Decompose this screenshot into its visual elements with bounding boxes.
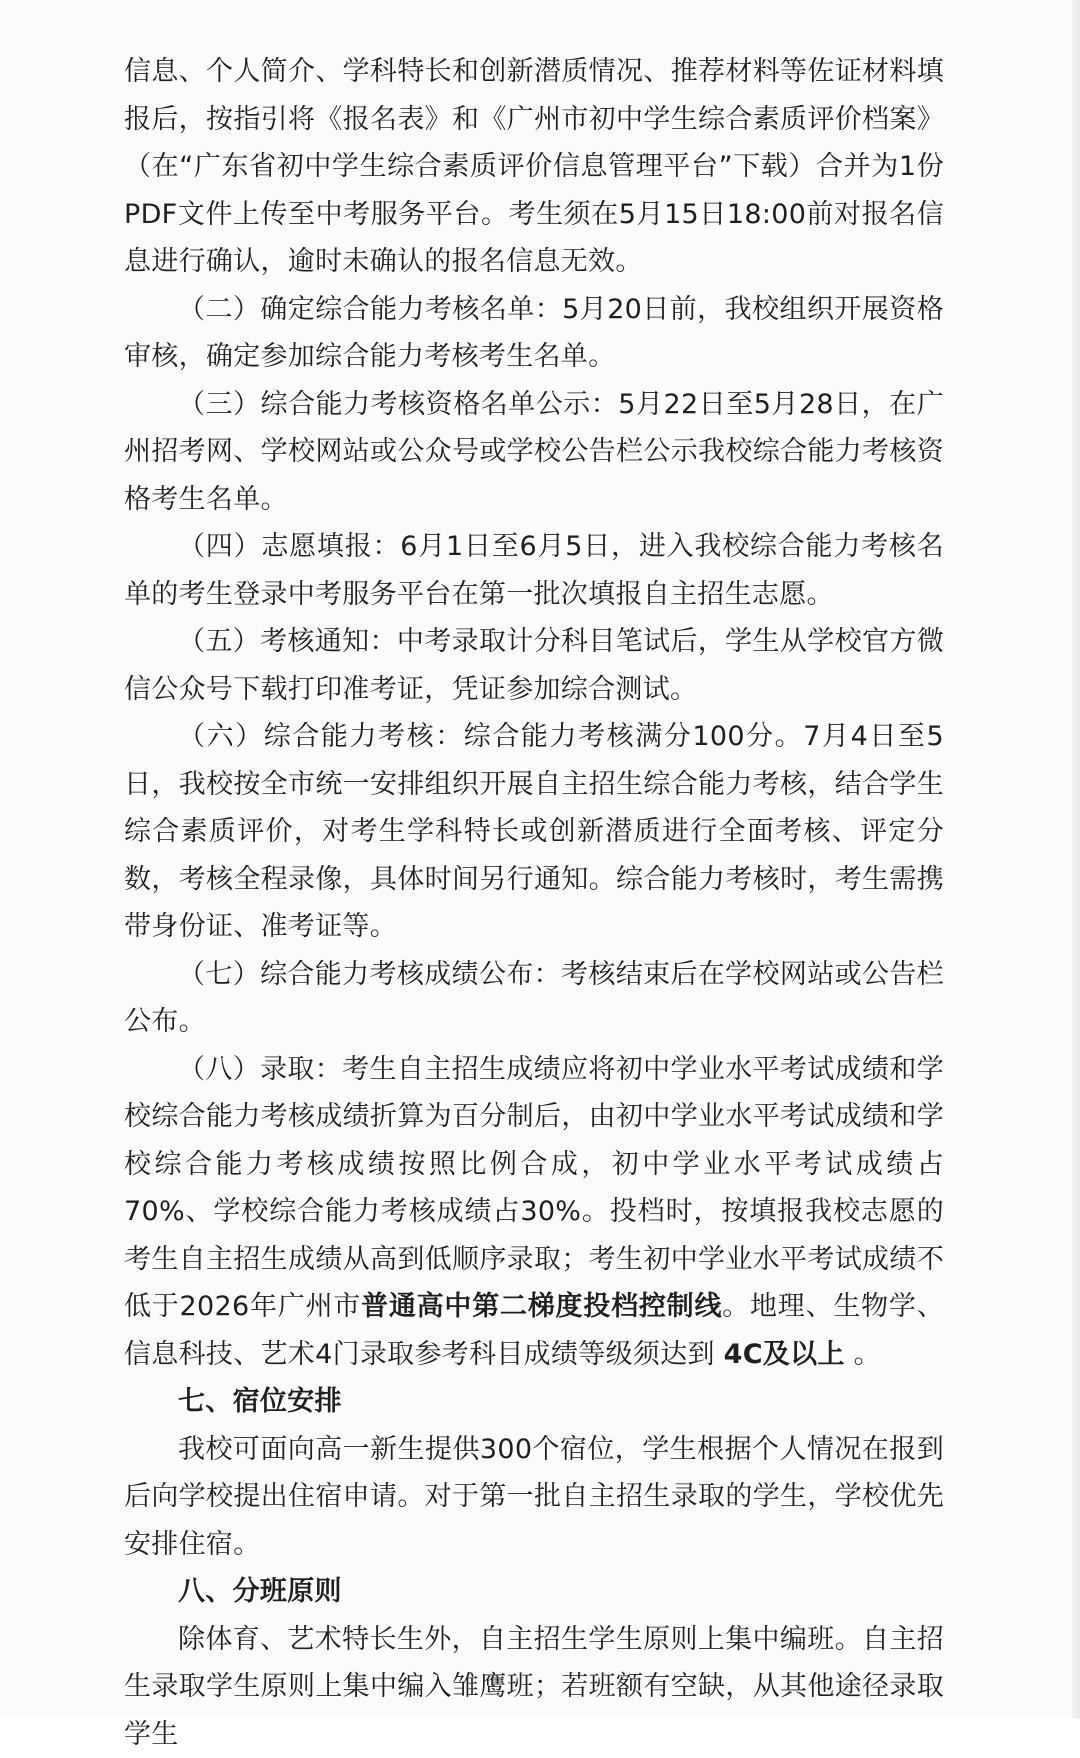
control-line-emphasis: 普通高中第二梯度投档控制线 [361, 1291, 722, 1322]
document-body [124, 48, 944, 1758]
paragraph-class-placement: 除体育、艺术特长生外，自主招生学生原则上集中编班。自主招生录取学生原则上集中编入雏鹰班；若班额有空缺，从其他途径录取学生 [124, 1616, 944, 1758]
paragraph-item-8 [124, 1046, 944, 1379]
page-edge-shadow [1072, 0, 1080, 1718]
admission-end-text: 。 [845, 1339, 881, 1370]
paragraph-item-2: （二）确定综合能力考核名单：5月20日前，我校组织开展资格审核，确定参加综合能力考核考生名单。 [124, 286, 944, 381]
paragraph-item-5: （五）考核通知：中考录取计分科目笔试后，学生从学校官方微信公众号下载打印准考证，凭证参加综合测试。 [124, 618, 944, 713]
paragraph-item-7: （七）综合能力考核成绩公布：考核结束后在学校网站或公告栏公布。 [124, 951, 944, 1046]
paragraph-item-6: （六）综合能力考核：综合能力考核满分100分。7月4日至5日，我校按全市统一安排组织开展自主招生综合能力考核，结合学生综合素质评价，对考生学科特长或创新潜质进行全面考核、评定分数，考核全程录像，具体时间另行通知。综合能力考核时，考生需携带身份证、准考证等。 [124, 713, 944, 951]
section-heading-class-placement: 八、分班原则 [124, 1568, 944, 1616]
admission-subjects-text: 。地理、生物学、信息科技、艺术4门录取参考科目成绩等级须达到 [124, 1291, 944, 1370]
section-heading-dormitory: 七、宿位安排 [124, 1378, 944, 1426]
paragraph-item-3: （三）综合能力考核资格名单公示：5月22日至5月28日，在广州招考网、学校网站或公众号或学校公告栏公示我校综合能力考核资格考生名单。 [124, 381, 944, 524]
paragraph-registration-upload: 信息、个人简介、学科特长和创新潜质情况、推荐材料等佐证材料填报后，按指引将《报名表》和《广州市初中学生综合素质评价档案》（在“广东省初中学生综合素质评价信息管理平台”下载）合并为1份PDF文件上传至中考服务平台。考生须在5月15日18:00前对报名信息进行确认，逾时未确认的报名信息无效。 [124, 48, 944, 286]
paragraph-dormitory: 我校可面向高一新生提供300个宿位，学生根据个人情况在报到后向学校提出住宿申请。对于第一批自主招生录取的学生，学校优先安排住宿。 [124, 1426, 944, 1569]
paragraph-item-4: （四）志愿填报：6月1日至6月5日，进入我校综合能力考核名单的考生登录中考服务平台在第一批次填报自主招生志愿。 [124, 523, 944, 618]
grade-requirement-emphasis: 4C及以上 [724, 1339, 845, 1370]
admission-text: （八）录取：考生自主招生成绩应将初中学业水平考试成绩和学校综合能力考核成绩折算为百分制后，由初中学业水平考试成绩和学校综合能力考核成绩按照比例合成，初中学业水平考试成绩占70%、学校综合能力考核成绩占30%。投档时，按填报我校志愿的考生自主招生成绩从高到低顺序录取；考生初中学业水平考试成绩不低于2026年广州市 [124, 1054, 944, 1323]
